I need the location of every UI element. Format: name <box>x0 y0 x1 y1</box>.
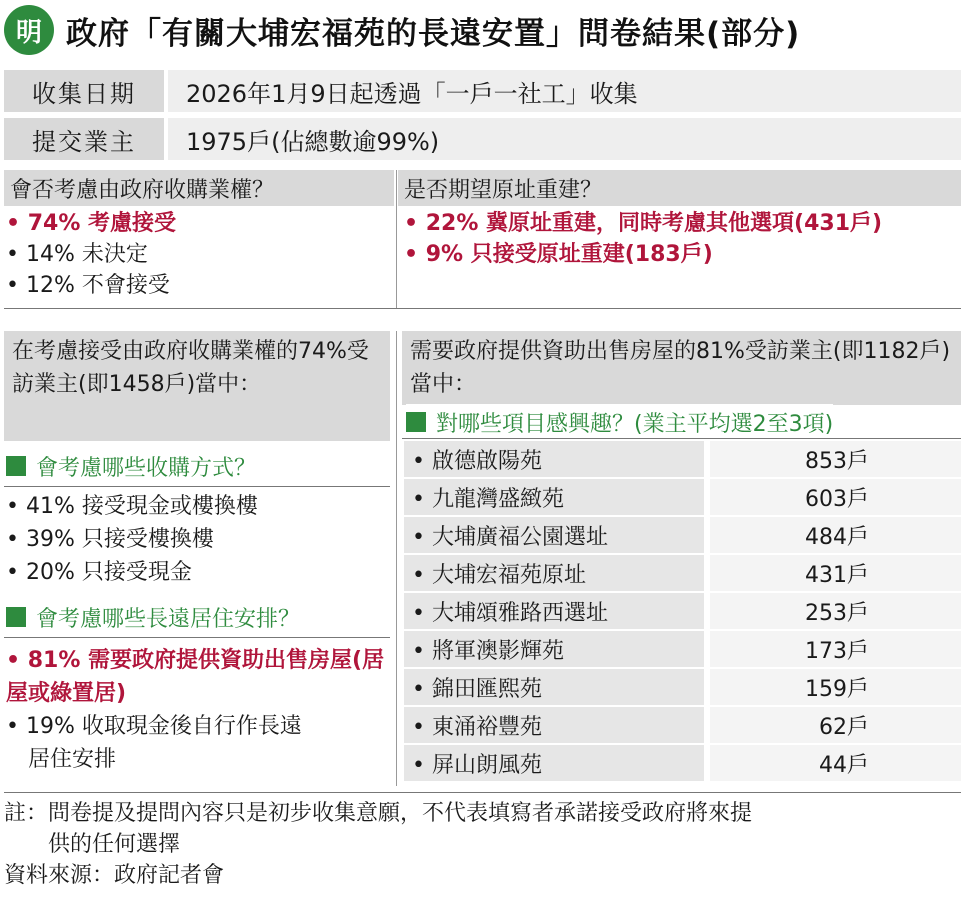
meta-label: 收集日期 <box>4 70 164 112</box>
q2-answers <box>404 208 961 270</box>
estate-count: 253戶 <box>710 593 961 629</box>
meta-value: 2026年1月9日起透過「一戶一社工」收集 <box>168 70 961 112</box>
estate-name: • 錦田匯熙苑 <box>404 669 704 705</box>
footnote: 註：問卷提及提問內容只是初步收集意願，不代表填寫者承諾接受政府將來提 <box>4 801 753 826</box>
estate-name: • 九龍灣盛緻苑 <box>404 479 704 515</box>
green-square-icon <box>6 456 26 476</box>
subheading-text: 會考慮哪些收購方式？ <box>36 455 257 481</box>
newspaper-logo-icon: 明 <box>4 5 54 55</box>
q2-answer-rebuild-plus: • 22% 冀原址重建，同時考慮其他選項(431戶) <box>404 211 883 236</box>
list-item-continued: 居住安排 <box>28 747 117 772</box>
source-credit: 資料來源：政府記者會 <box>4 863 225 888</box>
q1-answer-undecided: • 14% 未決定 <box>6 242 148 267</box>
list-item: • 41% 接受現金或樓換樓 <box>6 494 258 519</box>
estate-name: • 將軍澳影輝苑 <box>404 631 704 667</box>
subheading-text: 對哪些項目感興趣？(業主平均選2至3項) <box>436 411 834 437</box>
estate-name: • 啟德啟陽苑 <box>404 441 704 477</box>
table-row <box>404 707 961 743</box>
green-square-icon <box>406 412 426 432</box>
meta-row <box>4 70 961 112</box>
q1-answer-accept: • 74% 考慮接受 <box>6 211 177 236</box>
page-title: 政府「有關大埔宏福苑的長遠安置」問卷結果(部分) <box>66 15 801 52</box>
right-intro: 需要政府提供資助出售房屋的81%受訪業主(即1182戶)當中： <box>402 331 961 405</box>
table-row <box>404 441 961 477</box>
subheading-underline <box>4 637 390 638</box>
footer-divider <box>4 792 961 793</box>
list-item: • 20% 只接受現金 <box>6 560 192 585</box>
table-row <box>404 745 961 781</box>
estate-table <box>404 441 961 783</box>
estate-count: 173戶 <box>710 631 961 667</box>
estate-count: 484戶 <box>710 517 961 553</box>
left-subheading-1 <box>6 448 256 484</box>
footnote-continued: 供的任何選擇 <box>48 832 181 857</box>
table-row <box>404 631 961 667</box>
q1-answers <box>6 208 391 301</box>
column-divider <box>396 170 397 308</box>
subheading-underline <box>402 438 961 439</box>
estate-name: • 大埔頌雅路西選址 <box>404 593 704 629</box>
list-item-highlight: • 81% 需要政府提供資助出售房屋(居屋或綠置居) <box>6 648 385 706</box>
list-item: • 19% 收取現金後自行作長遠 <box>6 714 302 739</box>
estate-count: 603戶 <box>710 479 961 515</box>
subheading-text: 會考慮哪些長遠居住安排？ <box>36 606 301 632</box>
q1-heading: 會否考慮由政府收購業權？ <box>4 170 394 206</box>
table-row <box>404 669 961 705</box>
footer-notes <box>4 798 961 891</box>
table-row <box>404 517 961 553</box>
estate-count: 853戶 <box>710 441 961 477</box>
q2-answer-rebuild-only: • 9% 只接受原址重建(183戶) <box>404 242 713 267</box>
title-bar <box>0 0 965 60</box>
left-intro: 在考慮接受由政府收購業權的74%受訪業主(即1458戶)當中： <box>4 331 390 441</box>
table-row <box>404 479 961 515</box>
meta-label: 提交業主 <box>4 118 164 160</box>
left-subheading-2 <box>6 599 300 635</box>
estate-count: 431戶 <box>710 555 961 591</box>
estate-name: • 東涌裕豐苑 <box>404 707 704 743</box>
estate-name: • 屏山朗風苑 <box>404 745 704 781</box>
estate-name: • 大埔廣福公園選址 <box>404 517 704 553</box>
estate-count: 44戶 <box>710 745 961 781</box>
meta-value: 1975戶(佔總數逾99%) <box>168 118 961 160</box>
left-sub1-list <box>6 490 392 589</box>
meta-row <box>4 118 961 160</box>
estate-count: 159戶 <box>710 669 961 705</box>
estate-name: • 大埔宏福苑原址 <box>404 555 704 591</box>
subheading-underline <box>4 486 390 487</box>
meta-table <box>4 70 961 166</box>
table-row <box>404 593 961 629</box>
estate-count: 62戶 <box>710 707 961 743</box>
q1-answer-reject: • 12% 不會接受 <box>6 273 170 298</box>
q2-heading: 是否期望原址重建？ <box>398 170 961 206</box>
left-sub2-list <box>6 644 390 776</box>
table-row <box>404 555 961 591</box>
column-divider <box>396 331 397 786</box>
right-subheading <box>406 404 833 440</box>
green-square-icon <box>6 607 26 627</box>
list-item: • 39% 只接受樓換樓 <box>6 527 214 552</box>
section-divider <box>4 308 961 309</box>
